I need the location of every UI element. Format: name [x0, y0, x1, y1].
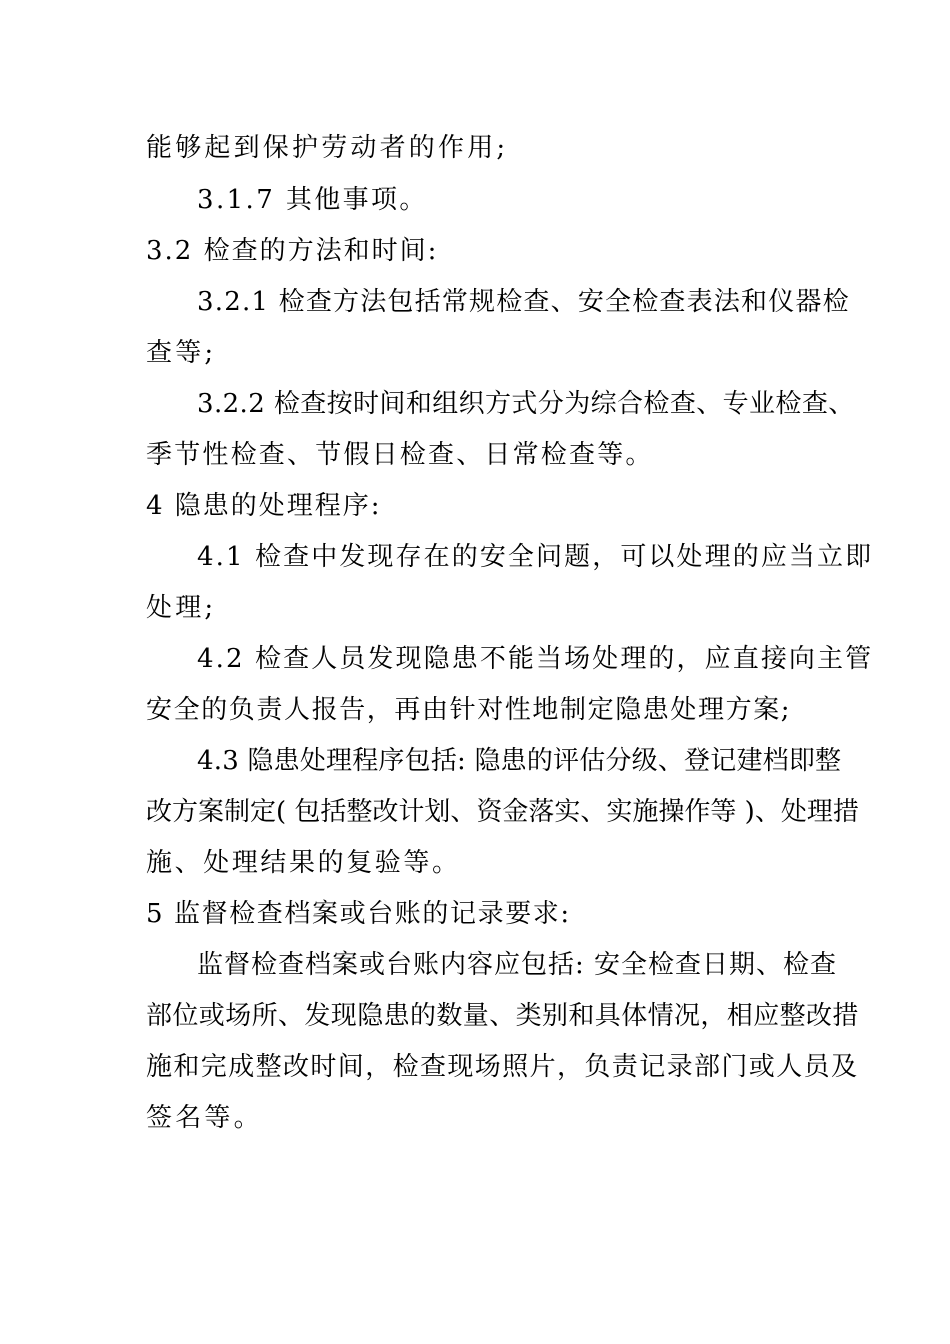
text-line: 签名等。	[146, 1103, 263, 1133]
text-line: 改方案制定( 包括整改计划、资金落实、实施操作等 )、处理措	[146, 797, 859, 827]
text-line: 季节性检查、节假日检查、日常检查等。	[146, 440, 654, 470]
section-heading: 3.2 检查的方法和时间:	[146, 236, 439, 266]
text-line: 4.2 检查人员发现隐患不能当场处理的，应直接向主管	[197, 644, 874, 674]
text-line: 4.3 隐患处理程序包括: 隐患的评估分级、登记建档即整	[197, 746, 842, 776]
text-line: 4.1 检查中发现存在的安全问题，可以处理的应当立即	[197, 542, 874, 572]
section-heading: 5 监督检查档案或台账的记录要求:	[146, 899, 571, 929]
text-line: 部位或场所、发现隐患的数量、类别和具体情况，相应整改措	[146, 1001, 859, 1031]
text-line: 监督检查档案或台账内容应包括: 安全检查日期、检查	[197, 950, 838, 980]
text-line: 施和完成整改时间，检查现场照片，负责记录部门或人员及	[146, 1052, 859, 1082]
text-line: 查等;	[146, 338, 217, 368]
section-heading: 4 隐患的处理程序:	[146, 491, 382, 521]
text-line: 3.2.2 检查按时间和组织方式分为综合检查、专业检查、	[197, 389, 855, 419]
text-line: 3.1.7 其他事项。	[197, 185, 428, 215]
text-line: 能够起到保护劳动者的作用;	[146, 133, 509, 163]
text-line: 3.2.1 检查方法包括常规检查、安全检查表法和仪器检	[197, 287, 850, 317]
text-line: 安全的负责人报告，再由针对性地制定隐患处理方案;	[146, 695, 792, 725]
text-line: 处理;	[146, 593, 217, 623]
text-line: 施、处理结果的复验等。	[146, 848, 461, 878]
